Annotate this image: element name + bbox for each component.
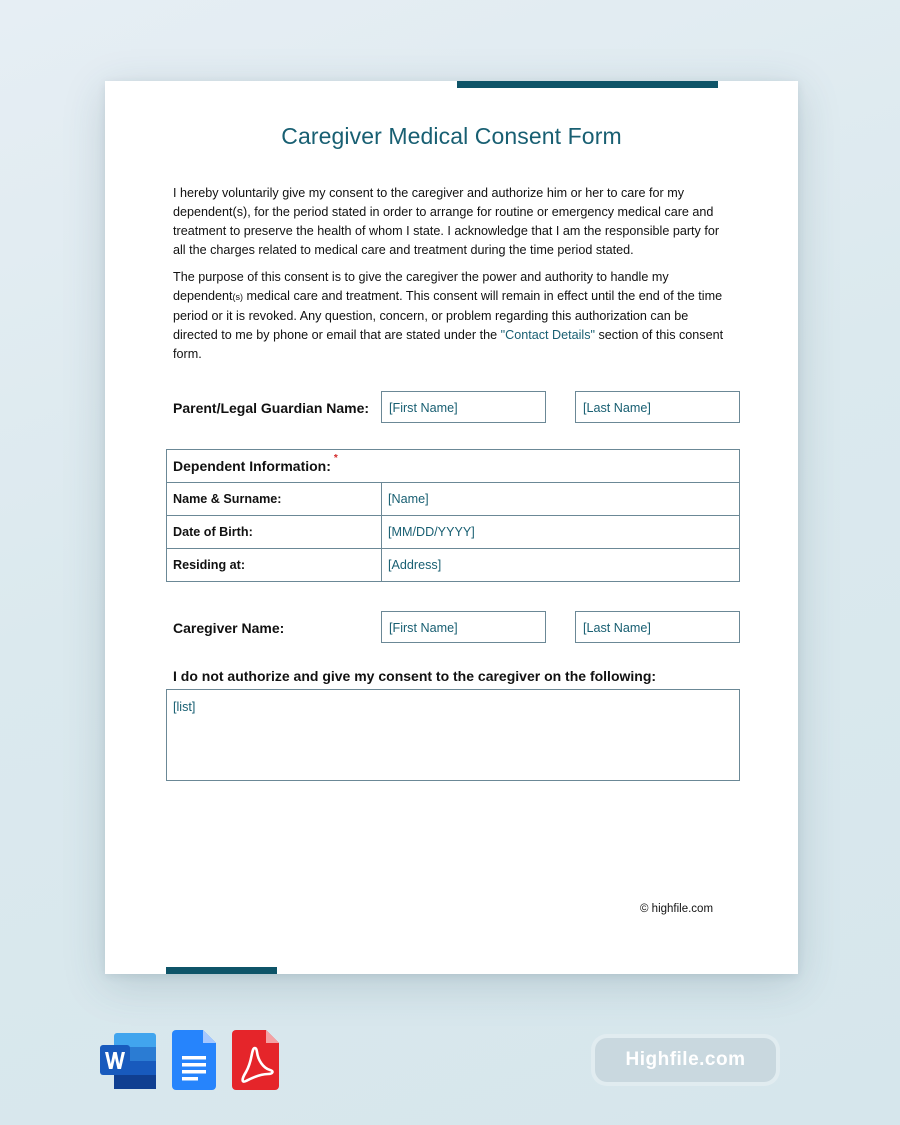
dependent-name-label: Name & Surname:: [167, 483, 382, 515]
dependent-dob-field[interactable]: [MM/DD/YYYY]: [388, 525, 475, 539]
dependent-address-label: Residing at:: [167, 549, 382, 582]
table-row: [167, 549, 739, 582]
dependent-dob-label: Date of Birth:: [167, 516, 382, 548]
exclusions-heading: I do not authorize and give my consent to the caregiver on the following:: [173, 668, 657, 684]
dependent-info-table: [166, 449, 740, 582]
consent-paragraph-1: I hereby voluntarily give my consent to the caregiver and authorize him or her to care for my dependent(s), for the period stated in order to arrange for routine or emergency medical care and treatment to preserve the health of whom I state. I acknowledge that I am the responsible party for all the charges related to medical care and treatment during the time period stated.: [173, 186, 720, 257]
highfile-badge: Highfile.com: [595, 1038, 776, 1082]
required-marker: *: [333, 453, 338, 464]
dependent-name-field[interactable]: [Name]: [388, 492, 429, 506]
document-page: [105, 81, 798, 974]
exclusions-list-field[interactable]: [list]: [166, 689, 740, 781]
bottom-accent-bar: [166, 967, 277, 974]
top-accent-bar: [457, 81, 718, 88]
page-title: Caregiver Medical Consent Form: [281, 123, 622, 149]
caregiver-name-label: Caregiver Name:: [173, 620, 285, 636]
guardian-first-name-field[interactable]: [First Name]: [381, 391, 546, 423]
copyright-text: © highfile.com: [640, 903, 714, 915]
caregiver-last-name-field[interactable]: [Last Name]: [575, 611, 740, 643]
table-row: [167, 516, 739, 549]
guardian-name-label: Parent/Legal Guardian Name:: [173, 400, 370, 416]
consent-paragraph-2: The purpose of this consent is to give the caregiver the power and authority to handle my dependent(s) medical care and treatment. This consent will remain in effect until the end of the time period or it is revoked. Any question, concern, or problem regarding this authorization can be directed to me by phone or email that are stated under the "Contact Details" section of this consent form.: [173, 270, 724, 361]
plural-suffix: (s): [232, 292, 244, 302]
guardian-last-name-field[interactable]: [Last Name]: [575, 391, 740, 423]
google-docs-icon[interactable]: [172, 1030, 218, 1095]
table-row: [167, 483, 739, 516]
pdf-icon[interactable]: [232, 1030, 280, 1095]
dependent-address-field[interactable]: [Address]: [388, 558, 442, 572]
dependent-info-heading: Dependent Information: *: [167, 450, 739, 483]
caregiver-first-name-field[interactable]: [First Name]: [381, 611, 546, 643]
word-icon[interactable]: [100, 1030, 158, 1095]
contact-details-link[interactable]: "Contact Details": [500, 328, 595, 342]
